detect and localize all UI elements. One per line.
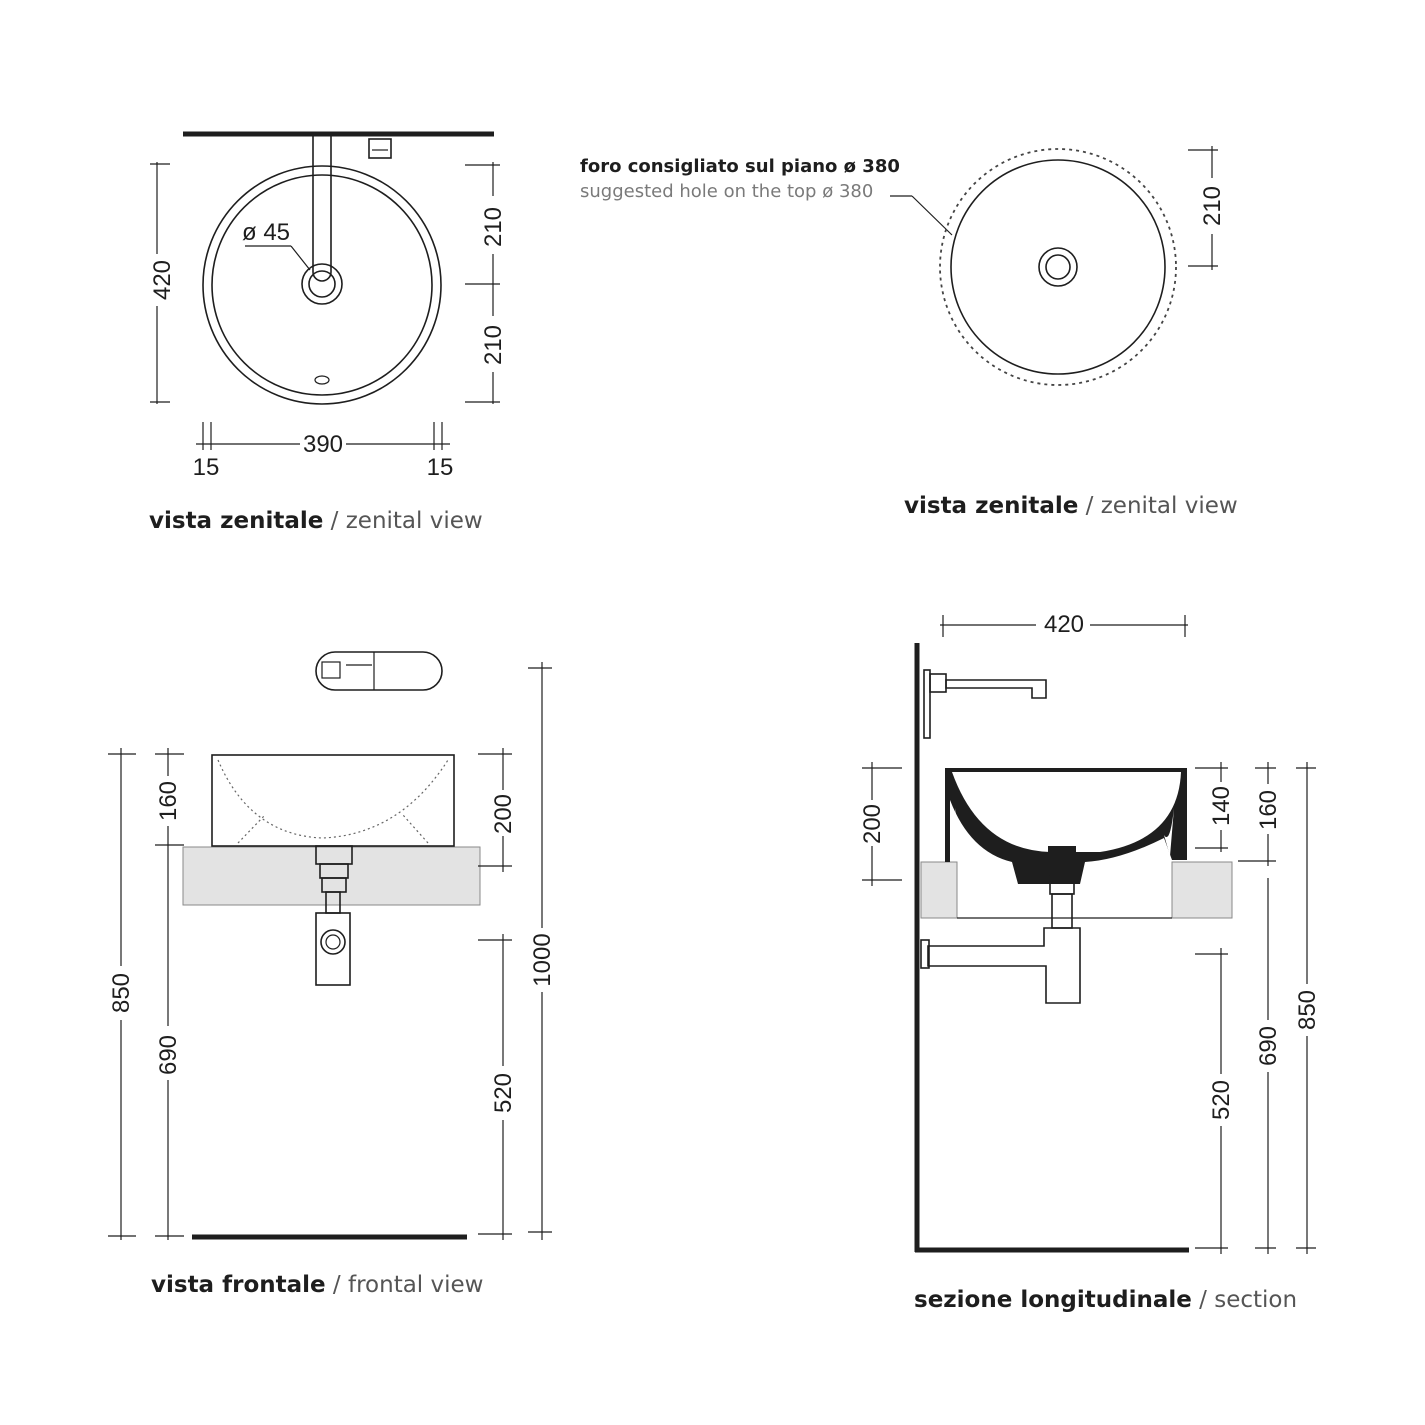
caption-it: sezione longitudinale xyxy=(914,1287,1192,1313)
dim-total-850: 850 xyxy=(108,972,135,1014)
dim-upper-half: 210 xyxy=(480,206,507,248)
dim-lower-half: 210 xyxy=(480,324,507,366)
dim-total-1000: 1000 xyxy=(529,933,556,987)
dim-width: 390 xyxy=(302,431,344,458)
dim-lower-520: 520 xyxy=(1208,1079,1235,1121)
dim-margin-left: 15 xyxy=(192,454,220,481)
caption-it: vista frontale xyxy=(151,1272,326,1298)
hole-note-en: suggested hole on the top ø 380 xyxy=(580,181,874,202)
drain-inner xyxy=(309,271,335,297)
caption-frontal xyxy=(151,1272,483,1298)
caption-en: zenital view xyxy=(1100,493,1238,519)
caption-section xyxy=(914,1287,1297,1313)
wall-faucet xyxy=(316,652,442,690)
caption-sep: / xyxy=(1191,1287,1215,1313)
faucet-section xyxy=(924,670,1046,738)
dim-inner-140: 140 xyxy=(1208,785,1235,827)
dim-basin-200: 200 xyxy=(490,793,517,835)
countertop xyxy=(183,847,480,905)
caption-sep: / xyxy=(323,508,346,534)
dim-basin-200: 200 xyxy=(859,803,886,845)
caption-it: vista zenitale xyxy=(904,493,1079,519)
dim-radius: 210 xyxy=(1199,185,1226,227)
basin-front xyxy=(212,755,454,846)
dim-basin-160: 160 xyxy=(1255,789,1282,831)
dim-hole-diameter: ø 45 xyxy=(242,219,291,246)
drain-inner xyxy=(1046,255,1070,279)
caption-en: frontal view xyxy=(348,1272,484,1298)
basin-inner-rim xyxy=(212,175,432,395)
faucet-spout xyxy=(313,136,391,281)
dim-lower-690: 690 xyxy=(155,1034,182,1076)
drain-outer xyxy=(1039,248,1077,286)
dim-basin-160: 160 xyxy=(155,780,182,822)
caption-en: section xyxy=(1214,1287,1298,1313)
basin-section xyxy=(945,768,1187,884)
caption-zenital-2 xyxy=(904,493,1238,519)
dim-total-850: 850 xyxy=(1294,989,1321,1031)
caption-zenital-1 xyxy=(149,508,483,534)
dim-height: 420 xyxy=(149,259,176,301)
basin-outer-rim xyxy=(203,166,441,404)
caption-en: zenital view xyxy=(345,508,483,534)
suggested-hole-dashed xyxy=(940,149,1176,385)
dim-top-width-420: 420 xyxy=(1043,611,1085,638)
basin-outline xyxy=(951,160,1165,374)
overflow-hole xyxy=(315,376,329,384)
caption-it: vista zenitale xyxy=(149,508,324,534)
dim-line-210-210 xyxy=(465,162,500,404)
hole-note-it: foro consigliato sul piano ø 380 xyxy=(580,156,900,177)
zenital-view-1 xyxy=(149,134,507,534)
caption-sep: / xyxy=(325,1272,348,1298)
dim-margin-right: 15 xyxy=(426,454,454,481)
zenital-view-2 xyxy=(580,146,1238,519)
drain-outer xyxy=(302,264,342,304)
dim-mid-690: 690 xyxy=(1255,1025,1282,1067)
section-view xyxy=(859,611,1321,1313)
dim-lower-520: 520 xyxy=(490,1072,517,1114)
caption-sep: / xyxy=(1078,493,1101,519)
frontal-view xyxy=(108,652,556,1298)
